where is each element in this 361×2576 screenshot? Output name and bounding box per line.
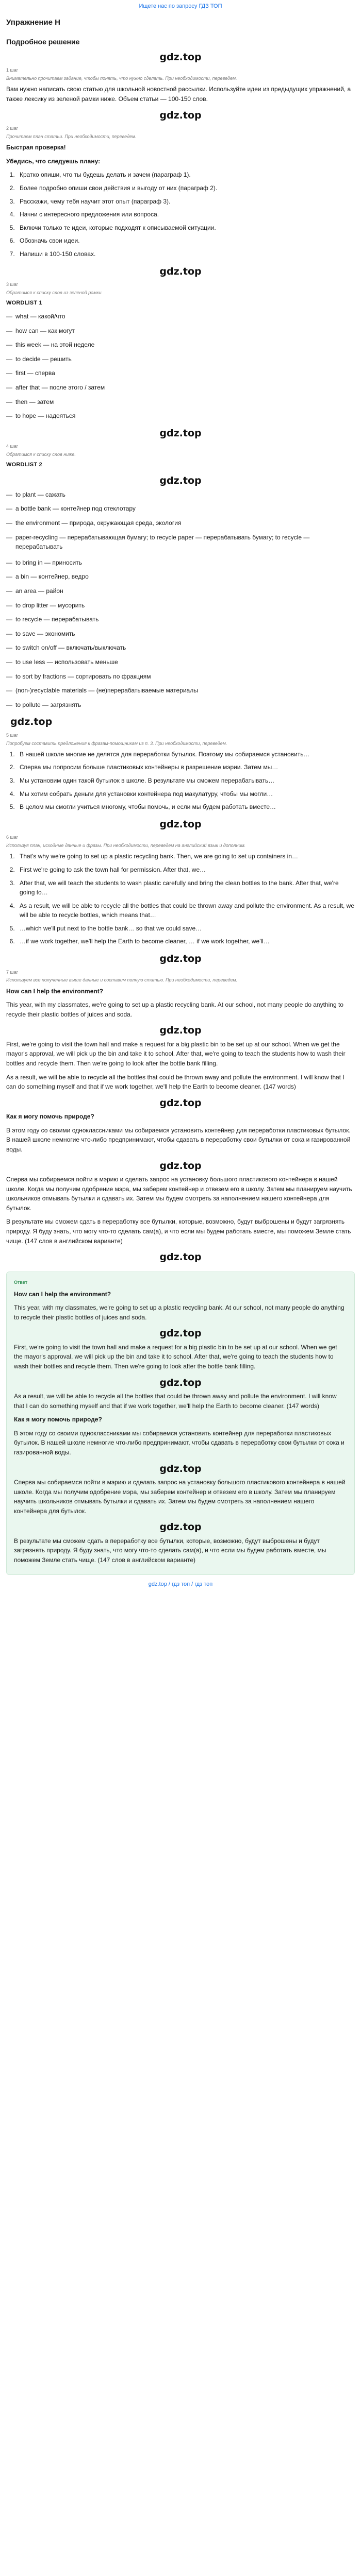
step-caption-7: Используем все полученные выше данные и составим полную статью. При необходимости, переведем. bbox=[6, 977, 238, 983]
list-item: — to use less — использовать меньше bbox=[6, 657, 355, 667]
watermark: gdz.top bbox=[159, 427, 202, 439]
answer-title-en: How can I help the environment? bbox=[14, 1290, 111, 1298]
list-item: — to recycle — перерабатывать bbox=[6, 615, 355, 624]
bottom-links[interactable]: gdz.top / гдз топ / гдз топ bbox=[148, 1581, 213, 1587]
watermark: gdz.top bbox=[10, 716, 53, 728]
answer-paragraph: Сперва мы собираемся пойти в мэрию и сделать запрос на установку большого пластикового контейнера в нашей школе. Когда мы получим одобрение мэра, мы заберем контейнер и отвезем его в школу. Затем мы планируем научить школьников отмывать бутылки и сдавать их. Затем мы будем смотреть за наполнением нашего контейнера для бутылок. bbox=[14, 1478, 346, 1515]
article-title-en: How can I help the environment? bbox=[6, 987, 104, 995]
watermark: gdz.top bbox=[159, 953, 202, 965]
watermark: gdz.top bbox=[159, 1160, 202, 1172]
list-item: — then — затем bbox=[6, 397, 355, 407]
answer-paragraph: В результате мы сможем сдать в переработку все бутылки, которые, возможно, будут выброшены и будут загрязнять природу. Я буду знать, что могу что-то сделать сам(а), и что если мы будем работать вместе, мы поможем Земле стать чище. (147 слов в английском варианте) bbox=[14, 1537, 326, 1564]
step-caption-1: Внимательно прочитаем задание, чтобы понять, что нужно сделать. При необходимости, переведем. bbox=[6, 76, 237, 81]
watermark: gdz.top bbox=[159, 1097, 202, 1109]
list-item: — (non-)recyclable materials — (не)перерабатываемые материалы bbox=[6, 686, 355, 696]
article-paragraph: As a result, we will be able to recycle all the bottles that could be thrown away and pollute the environment. I will know that I can do something myself and that if we work together, we'll help the Earth to become cleaner. (147 words) bbox=[6, 1073, 344, 1091]
list-item: — this week — на этой неделе bbox=[6, 340, 355, 350]
list-item: — to pollute — загрязнять bbox=[6, 700, 355, 710]
answer-paragraph: First, we're going to visit the town hall and make a request for a big plastic bin to be set up at our school. When we get the mayor's approval, we will pick up the bin and take it to school. After that, we're going to teach the students how to wash their bottles and recycle them. Then we're going to look after the bottle bank filling. bbox=[14, 1343, 337, 1370]
list-item: 2. Сперва мы попросим больше пластиковых контейнеры в разрешение мэрии. Затем мы… bbox=[17, 762, 355, 772]
list-item: — what — какой/что bbox=[6, 312, 355, 321]
list-item: 1. That's why we're going to set up a plastic recycling bank. Then, we are going to set up containers in… bbox=[17, 852, 355, 861]
list-item: 6. Обозначь свои идеи. bbox=[17, 236, 355, 246]
watermark: gdz.top bbox=[159, 1377, 202, 1388]
article-paragraph: В результате мы сможем сдать в переработку все бутылки, которые, возможно, будут выброшены и будут загрязнять природу. Я буду знать, что могу что-то сделать сам(а), и что если мы будем работать вместе, мы поможем Земле стать чище. (147 слов в английском варианте) bbox=[6, 1218, 351, 1245]
watermark: gdz.top bbox=[159, 1251, 202, 1263]
answer-title-ru: Как я могу помочь природе? bbox=[14, 1416, 102, 1423]
list-item: 4. Начни с интересного предложения или вопроса. bbox=[17, 210, 355, 219]
step-label-1: 1 шаг bbox=[6, 67, 19, 73]
phrases-list-ru bbox=[6, 750, 355, 812]
watermark: gdz.top bbox=[159, 1328, 202, 1340]
list-item: — to drop litter — мусорить bbox=[6, 601, 355, 611]
solution-page bbox=[0, 16, 361, 1589]
watermark: gdz.top bbox=[159, 51, 202, 63]
phrases-list-en bbox=[6, 852, 355, 946]
step-text-1: Вам нужно написать свою статью для школьной новостной рассылки. Используйте идеи из предыдущих упражнений, а также лексику из зеленой рамки ниже. Объем статьи — 100-150 слов. bbox=[6, 86, 351, 103]
quick-check-heading: Быстрая проверка! bbox=[6, 144, 66, 151]
page-title: Упражнение H bbox=[6, 18, 60, 27]
list-item: — a bottle bank — контейнер под стеклотару bbox=[6, 504, 355, 514]
list-item: 2. First we're going to ask the town hall for permission. After that, we… bbox=[17, 865, 355, 875]
list-item: 7. Напиши в 100-150 словах. bbox=[17, 249, 355, 259]
step-label-3: 3 шаг bbox=[6, 281, 19, 287]
list-item: — after that — после этого / затем bbox=[6, 383, 355, 393]
step-caption-2: Прочитаем план статьи. При необходимости, переведем. bbox=[6, 134, 137, 140]
wordlist-2 bbox=[6, 490, 355, 710]
step-label-4: 4 шаг bbox=[6, 444, 19, 449]
watermark: gdz.top bbox=[159, 1025, 202, 1037]
list-item: 2. Более подробно опиши свои действия и выгоду от них (параграф 2). bbox=[17, 183, 355, 193]
list-item: 1. Кратко опиши, что ты будешь делать и зачем (параграф 1). bbox=[17, 170, 355, 180]
plan-list bbox=[6, 170, 355, 259]
list-item: — to decide — решить bbox=[6, 354, 355, 364]
plan-heading: Убедись, что следуешь плану: bbox=[6, 157, 101, 165]
list-item: — to plant — сажать bbox=[6, 490, 355, 500]
list-item: 4. Мы хотим собрать деньги для установки контейнера под макулатуру, чтобы мы могли… bbox=[17, 789, 355, 799]
step-label-5: 5 шаг bbox=[6, 732, 19, 738]
list-item: — to sort by fractions — сортировать по фракциям bbox=[6, 672, 355, 682]
list-item: 6. …if we work together, we'll help the Earth to become cleaner, … if we work together, we'll… bbox=[17, 937, 355, 946]
step-caption-6: Используя план, исходные данные и фразы. При необходимости, переведем на английский язык и дополним. bbox=[6, 843, 246, 849]
list-item: — to bring in — приносить bbox=[6, 558, 355, 568]
step-label-7: 7 шаг bbox=[6, 969, 19, 975]
answer-paragraph: This year, with my classmates, we're going to set up a plastic recycling bank. At our school, not many people do anything to recycle their plastic bottles of juices and soda. bbox=[14, 1304, 344, 1321]
answer-box bbox=[6, 1272, 355, 1575]
watermark: gdz.top bbox=[159, 109, 202, 121]
list-item: 5. …which we'll put next to the bottle bank… so that we could save… bbox=[17, 924, 355, 934]
watermark: gdz.top bbox=[159, 818, 202, 830]
list-item: — to hope — надеяться bbox=[6, 411, 355, 421]
list-item: — a bin — контейнер, ведро bbox=[6, 572, 355, 582]
answer-paragraph: В этом году со своими одноклассниками мы собираемся установить контейнер для переработки пластиковых бутылок. В нашей школе немногие что-либо предпринимают, чтобы сдавать в переработку свои бутылки от сока и газированной воды. bbox=[14, 1429, 344, 1456]
list-item: — the environment — природа, окружающая среда, экология bbox=[6, 518, 355, 528]
article-paragraph: First, we're going to visit the town hall and make a request for a big plastic bin to be set up at our school. When we get the mayor's approval, we will pick up the bin and take it to school. After that, we're going to teach the students how to wash their bottles and recycle them. Then we're going to look after the bottle bank filling. bbox=[6, 1040, 346, 1067]
wordlist-title-2: WORDLIST 2 bbox=[6, 462, 42, 468]
wordlist-title-1: WORDLIST 1 bbox=[6, 300, 42, 307]
watermark: gdz.top bbox=[159, 265, 202, 277]
top-search-link[interactable]: Ищете нас по запросу ГДЗ ТОП bbox=[139, 3, 222, 9]
list-item: 5. Включи только те идеи, которые подходят к описываемой ситуации. bbox=[17, 223, 355, 233]
article-title-ru: Как я могу помочь природе? bbox=[6, 1113, 94, 1121]
answer-tag: Ответ bbox=[14, 1279, 28, 1285]
list-item: 4. As a result, we will be able to recycle all the bottles that could be thrown away and pollute the environment. As a result, we will be able to recycle bottles, which means that… bbox=[17, 901, 355, 920]
list-item: — how can — как могут bbox=[6, 326, 355, 336]
list-item: 3. Расскажи, чему тебя научит этот опыт (параграф 3). bbox=[17, 197, 355, 207]
step-caption-5: Попробуем составить предложения к фразам-помощникам из п. 3. При необходимости, переведем. bbox=[6, 740, 227, 746]
step-caption-4: Обратимся к списку слов ниже. bbox=[6, 452, 76, 457]
step-label-6: 6 шаг bbox=[6, 835, 19, 840]
list-item: 3. Мы установим один такой бутылок в школе. В результате мы сможем перерабатывать… bbox=[17, 776, 355, 786]
article-paragraph: This year, with my classmates, we're going to set up a plastic recycling bank. At our school, not many people do anything to recycle their plastic bottles of juices and soda. bbox=[6, 1001, 343, 1018]
list-item: 3. After that, we will teach the students to wash plastic carefully and bring the clean bottles to the bank. After that, we're going to… bbox=[17, 878, 355, 897]
article-paragraph: Сперва мы собираемся пойти в мэрию и сделать запрос на установку большого пластикового контейнера в нашей школе. Когда мы получим одобрение мэра, мы заберем контейнер и отвезем его в школу. Затем мы планируем научить школьников отмывать бутылки и сдавать их. Затем мы будем смотреть за наполнением нашего контейнера для бутылок. bbox=[6, 1176, 352, 1212]
step-caption-3: Обратимся к списку слов из зеленой рамки. bbox=[6, 290, 103, 295]
watermark: gdz.top bbox=[159, 475, 202, 487]
list-item: — to save — экономить bbox=[6, 629, 355, 639]
list-item: — to switch on/off — включать/выключать bbox=[6, 643, 355, 653]
list-item: — paper-recycling — перерабатывающая бумагу; to recycle paper — перерабатывать бумагу; to recycle — перерабатывать bbox=[6, 533, 355, 552]
list-item: 1. В нашей школе многие не делятся для переработки бутылок. Поэтому мы собираемся установить… bbox=[17, 750, 355, 759]
watermark: gdz.top bbox=[159, 1521, 202, 1533]
answer-paragraph: As a result, we will be able to recycle all the bottles that could be thrown away and pollute the environment. I will know that I can do something myself and that if we work together, we'll help the Earth to become cleaner. (147 words) bbox=[14, 1392, 337, 1410]
list-item: — first — сперва bbox=[6, 368, 355, 378]
step-label-2: 2 шаг bbox=[6, 126, 19, 131]
wordlist-1 bbox=[6, 312, 355, 421]
article-paragraph: В этом году со своими одноклассниками мы собираемся установить контейнер для переработки пластиковых бутылок. В нашей школе немногие что-либо предпринимают, чтобы сдавать в переработку свои бутылки от сока и газированной воды. bbox=[6, 1126, 351, 1153]
list-item: — an area — район bbox=[6, 586, 355, 596]
watermark: gdz.top bbox=[159, 1463, 202, 1475]
list-item: 5. В целом мы смогли учиться многому, чтобы помочь, и если мы будем работать вместе… bbox=[17, 802, 355, 812]
section-title: Подробное решение bbox=[6, 38, 80, 46]
